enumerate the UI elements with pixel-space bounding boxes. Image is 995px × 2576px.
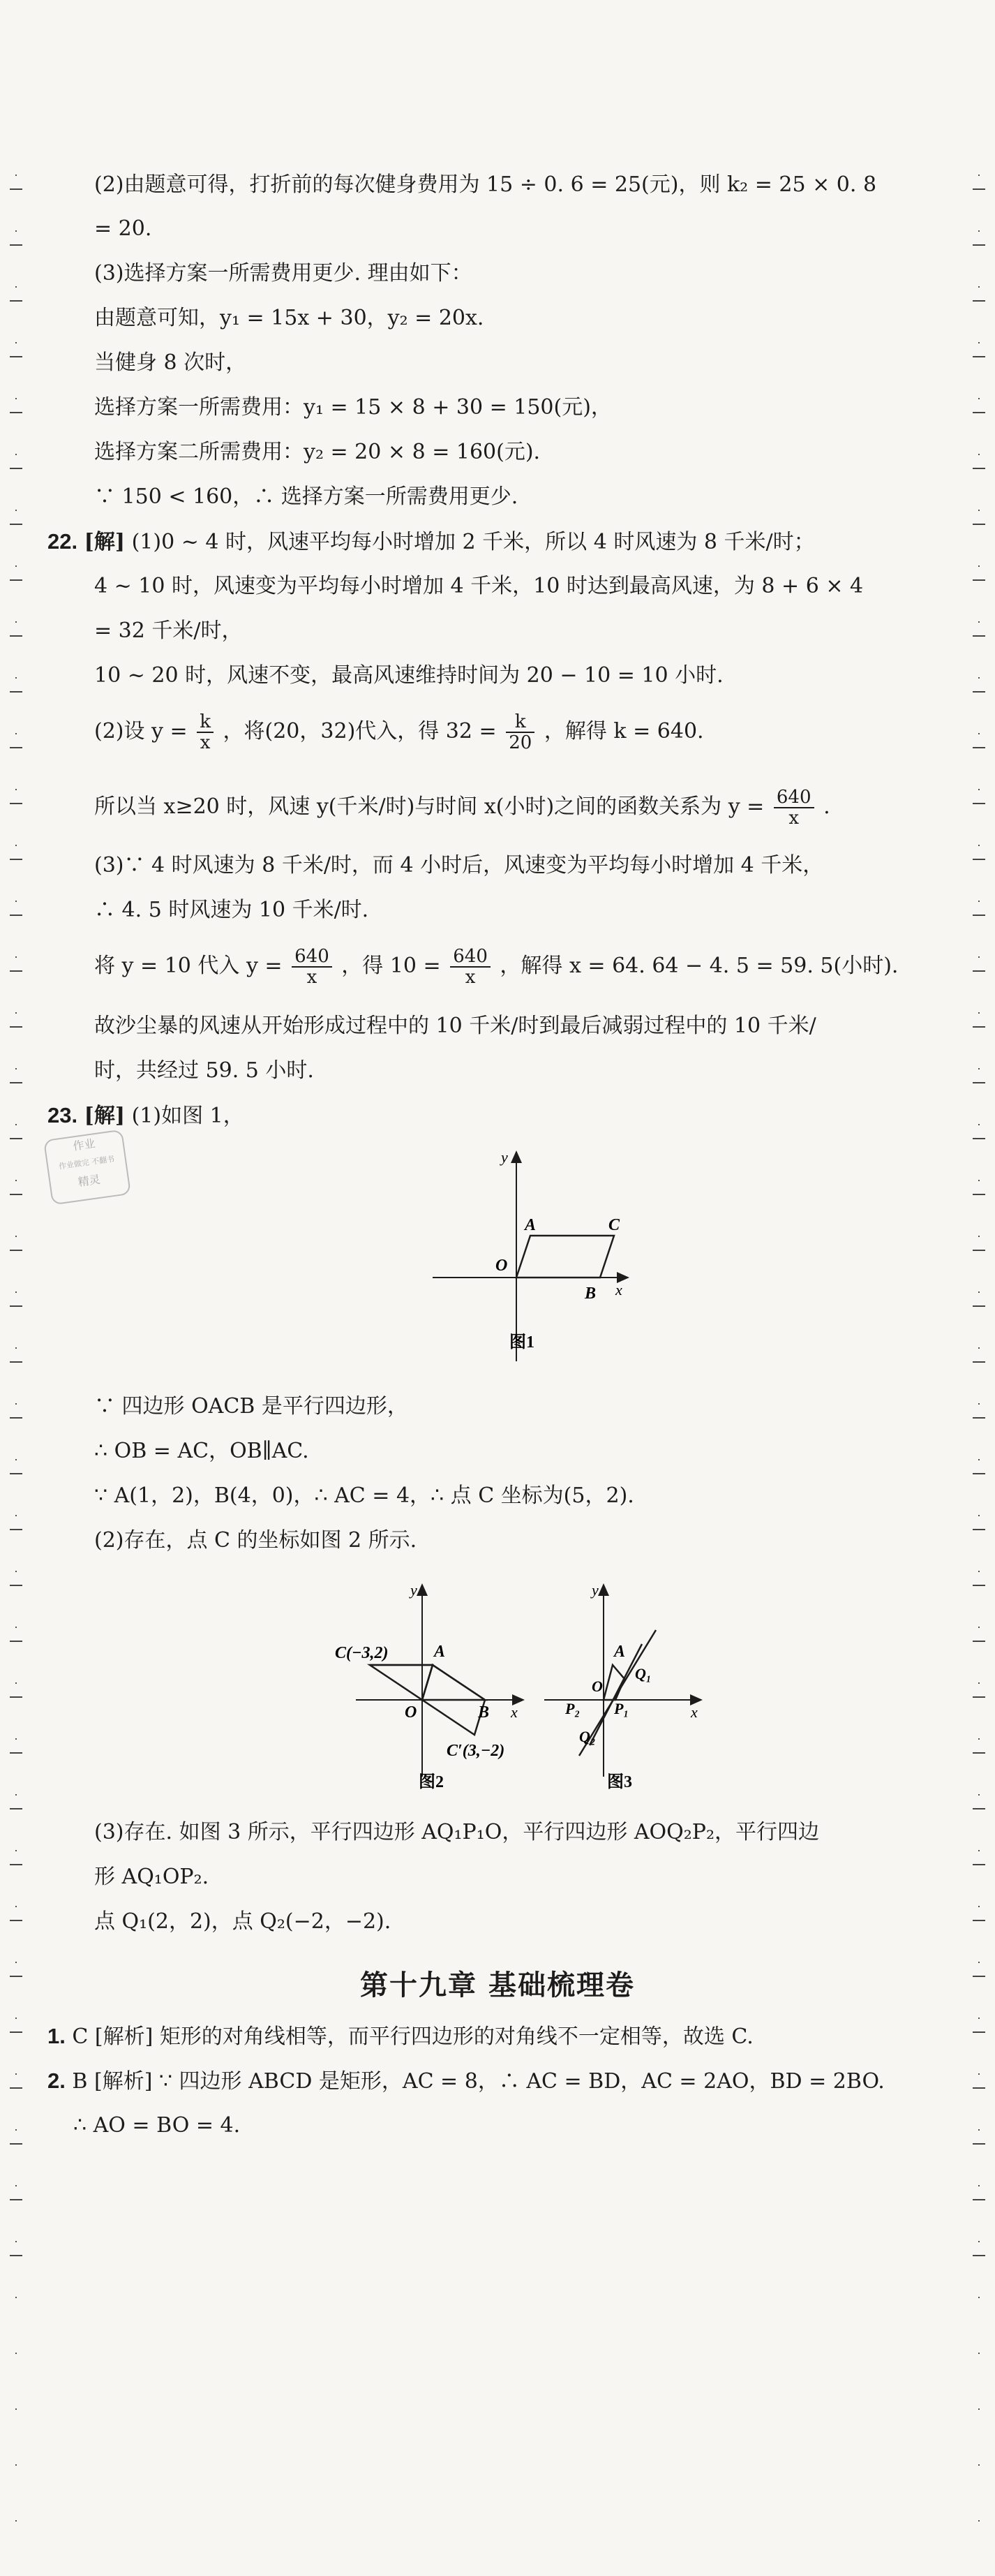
edge-tick: [10, 1194, 22, 1195]
edge-tick: [10, 803, 22, 804]
y-axis-label: y: [501, 1148, 508, 1166]
edge-tick: [10, 300, 22, 302]
text-line: = 32 千米/时，: [94, 619, 243, 643]
point-o-label: O: [405, 1703, 417, 1722]
text-segment: .: [823, 794, 830, 819]
edge-tick: [10, 524, 22, 525]
text-line: B [解析] ∵ 四边形 ABCD 是矩形，AC = 8，∴ AC = BD，AC = 2AO，BD = 2BO.: [72, 2069, 885, 2094]
edge-tick: [973, 1696, 985, 1698]
text-line: = 20.: [94, 216, 152, 241]
point-p1-label: P₁: [614, 1700, 629, 1717]
text-line: ∴ 4. 5 时风速为 10 千米/时.: [94, 898, 369, 922]
text-line: (1)如图 1，: [131, 1104, 244, 1128]
fraction: $\frac{k}{20}$: [506, 712, 534, 753]
answer-2: [47, 2067, 885, 2096]
x-axis-label: x: [691, 1703, 698, 1721]
figure-2: [335, 1574, 537, 1798]
edge-tick: [973, 1641, 985, 1642]
text-segment: 将 y = 10 代入 y =: [94, 954, 283, 978]
text-line: 由题意可知，y₁ = 15x + 30，y₂ = 20x.: [94, 306, 484, 330]
edge-tick: [10, 1138, 22, 1139]
edge-tick: [973, 691, 985, 693]
edge-tick: [973, 2199, 985, 2200]
edge-tick: [973, 524, 985, 525]
watermark-stamp: 作业 作业做完 不翻书 精灵: [43, 1130, 131, 1206]
point-c-prime-label: C′(3,−2): [447, 1742, 505, 1760]
edge-tick: [10, 244, 22, 246]
text-line: 点 Q₁(2，2)，点 Q₂(−2，−2).: [94, 1909, 391, 1934]
edge-tick: [973, 1082, 985, 1083]
edge-tick: [973, 1138, 985, 1139]
edge-tick: [10, 2087, 22, 2089]
edge-tick: [10, 1417, 22, 1419]
text-segment: ，将(20，32)代入，得 32 =: [223, 719, 497, 743]
point-o-label: O: [592, 1678, 603, 1695]
fraction: $\frac{640}{x}$: [774, 787, 814, 828]
edge-tick: [973, 1585, 985, 1586]
edge-tick: [973, 579, 985, 581]
text-line: (3)存在. 如图 3 所示，平行四边形 AQ₁P₁O，平行四边形 AOQ₂P₂，平行四边: [94, 1820, 819, 1844]
point-a-label: A: [614, 1643, 626, 1661]
edge-tick: [973, 300, 985, 302]
text-line: ∵ 四边形 OACB 是平行四边形，: [94, 1394, 408, 1419]
fraction: $\frac{k}{x}$: [197, 712, 214, 753]
edge-tick: [973, 635, 985, 637]
edge-tick: [10, 412, 22, 413]
point-a-label: A: [434, 1643, 446, 1661]
question-number: 2.: [47, 2068, 66, 2093]
edge-tick: [10, 579, 22, 581]
text-line: 10 ~ 20 时，风速不变，最高风速维持时间为 20 − 10 = 10 小时.: [94, 663, 724, 688]
text-line: 形 AQ₁OP₂.: [94, 1865, 209, 1889]
edge-tick: [973, 1194, 985, 1195]
figure-caption: 图2: [419, 1773, 444, 1791]
edge-tick: [973, 859, 985, 860]
edge-tick: [10, 1752, 22, 1754]
edge-tick: [973, 244, 985, 246]
text-line: ∵ 150 < 160，∴ 选择方案一所需费用更少.: [94, 484, 518, 509]
point-b-label: B: [478, 1703, 490, 1722]
edge-tick: [973, 970, 985, 972]
edge-tick: [973, 915, 985, 916]
edge-tick: [973, 1473, 985, 1474]
right-binding-edge: [968, 175, 989, 2576]
edge-tick: [10, 1529, 22, 1530]
text-line: (3)∵ 4 时风速为 8 千米/时，而 4 小时后，风速变为平均每小时增加 4 千米，: [94, 853, 824, 878]
question-number: 1.: [47, 2024, 66, 2048]
edge-tick: [973, 2031, 985, 2033]
text-line: 4 ~ 10 时，风速变为平均每小时增加 4 千米，10 时达到最高风速，为 8 + 6 × 4: [94, 574, 864, 598]
edge-tick: [973, 747, 985, 748]
edge-tick: [973, 1250, 985, 1251]
edge-tick: [973, 468, 985, 469]
point-q1-label: Q₁: [635, 1665, 652, 1682]
text-line: 选择方案二所需费用：y₂ = 20 × 8 = 160(元).: [94, 440, 541, 464]
edge-tick: [10, 1808, 22, 1809]
text-line: 当健身 8 次时，: [94, 350, 247, 375]
text-segment: ，解得 x = 64. 64 − 4. 5 = 59. 5(小时).: [500, 954, 899, 978]
text-line: C [解析] 矩形的对角线相等，而平行四边形的对角线不一定相等，故选 C.: [72, 2024, 754, 2049]
edge-tick: [973, 1864, 985, 1865]
edge-tick: [10, 1026, 22, 1028]
edge-tick: [973, 2255, 985, 2256]
question-number: 23.: [47, 1103, 78, 1127]
text-line: (2)存在，点 C 的坐标如图 2 所示.: [94, 1528, 417, 1553]
edge-tick: [973, 1361, 985, 1363]
edge-tick: [10, 1641, 22, 1642]
x-axis-label: x: [511, 1703, 518, 1721]
edge-tick: [10, 1305, 22, 1307]
edge-tick: [973, 1529, 985, 1530]
edge-tick: [973, 356, 985, 357]
fraction: $\frac{640}{x}$: [292, 947, 332, 987]
edge-tick: [973, 2087, 985, 2089]
edge-tick: [973, 1808, 985, 1809]
point-c-label: C(−3,2): [335, 1644, 389, 1662]
solution-tag: [解]: [84, 1104, 126, 1128]
edge-tick: [10, 1082, 22, 1083]
answer-1: [47, 2022, 754, 2051]
edge-tick: [10, 356, 22, 357]
edge-tick: [10, 1361, 22, 1363]
y-axis-label: y: [410, 1581, 417, 1599]
figure-1: [426, 1138, 635, 1375]
point-q2-label: Q₂: [579, 1728, 596, 1745]
edge-tick: [10, 1585, 22, 1586]
figure-3: [537, 1574, 712, 1798]
text-line: ∴ OB = AC，OB∥AC.: [94, 1439, 309, 1463]
question-22: [47, 528, 815, 556]
edge-tick: [10, 1696, 22, 1698]
text-line: ∴ AO = BO = 4.: [73, 2113, 241, 2138]
edge-tick: [973, 1752, 985, 1754]
chapter-heading: 第十九章 基础梳理卷: [360, 1969, 635, 2001]
text-line: 时，共经过 59. 5 小时.: [94, 1058, 314, 1083]
point-a-label: A: [525, 1216, 537, 1234]
text-line: ∵ A(1，2)，B(4，0)，∴ AC = 4，∴ 点 C 坐标为(5，2).: [94, 1483, 634, 1508]
edge-tick: [973, 1026, 985, 1028]
equation-line: [94, 712, 704, 753]
edge-tick: [10, 1250, 22, 1251]
edge-tick: [10, 2031, 22, 2033]
y-axis-label: y: [592, 1581, 599, 1599]
parallelogram-oacb: [516, 1236, 614, 1278]
text-line: (2)由题意可得，打折前的每次健身费用为 15 ÷ 0. 6 = 25(元)，则 k₂ = 25 × 0. 8: [94, 172, 877, 197]
edge-tick: [973, 2143, 985, 2145]
edge-tick: [973, 1417, 985, 1419]
fraction: $\frac{640}{x}$: [450, 947, 491, 987]
edge-tick: [10, 691, 22, 693]
edge-tick: [10, 2143, 22, 2145]
edge-tick: [10, 635, 22, 637]
text-segment: ，解得 k = 640.: [544, 719, 704, 743]
edge-tick: [973, 803, 985, 804]
x-axis-label: x: [615, 1281, 622, 1298]
question-23: [47, 1102, 244, 1130]
edge-tick: [973, 1305, 985, 1307]
edge-tick: [10, 859, 22, 860]
question-number: 22.: [47, 529, 78, 554]
edge-tick: [10, 1920, 22, 1921]
equation-line: [94, 947, 898, 987]
edge-tick: [10, 1473, 22, 1474]
edge-tick: [10, 468, 22, 469]
equation-line: [94, 787, 830, 828]
text-segment: ，得 10 =: [341, 954, 441, 978]
text-line: (3)选择方案一所需费用更少. 理由如下：: [94, 261, 472, 286]
left-binding-edge: [6, 175, 27, 2576]
text-segment: 所以当 x≥20 时，风速 y(千米/时)与时间 x(小时)之间的函数关系为 y =: [94, 794, 765, 819]
edge-tick: [973, 188, 985, 190]
solution-tag: [解]: [84, 530, 126, 554]
edge-tick: [10, 2199, 22, 2200]
text-line: 选择方案一所需费用：y₁ = 15 × 8 + 30 = 150(元)，: [94, 395, 612, 420]
edge-tick: [10, 188, 22, 190]
point-o-label: O: [495, 1257, 508, 1275]
edge-tick: [10, 1864, 22, 1865]
text-line: 故沙尘暴的风速从开始形成过程中的 10 千米/时到最后减弱过程中的 10 千米/: [94, 1014, 816, 1038]
edge-tick: [10, 970, 22, 972]
edge-tick: [10, 915, 22, 916]
text-segment: (2)设 y =: [94, 719, 188, 743]
edge-tick: [973, 412, 985, 413]
edge-tick: [973, 1920, 985, 1921]
figure-caption: 图1: [509, 1333, 534, 1352]
figure-caption: 图3: [607, 1773, 632, 1791]
point-c-label: C: [608, 1216, 620, 1234]
text-line: (1)0 ~ 4 时，风速平均每小时增加 2 千米，所以 4 时风速为 8 千米/时；: [131, 530, 815, 554]
point-b-label: B: [585, 1285, 597, 1303]
point-p2-label: P₂: [565, 1700, 581, 1717]
edge-tick: [10, 747, 22, 748]
edge-tick: [10, 2255, 22, 2256]
